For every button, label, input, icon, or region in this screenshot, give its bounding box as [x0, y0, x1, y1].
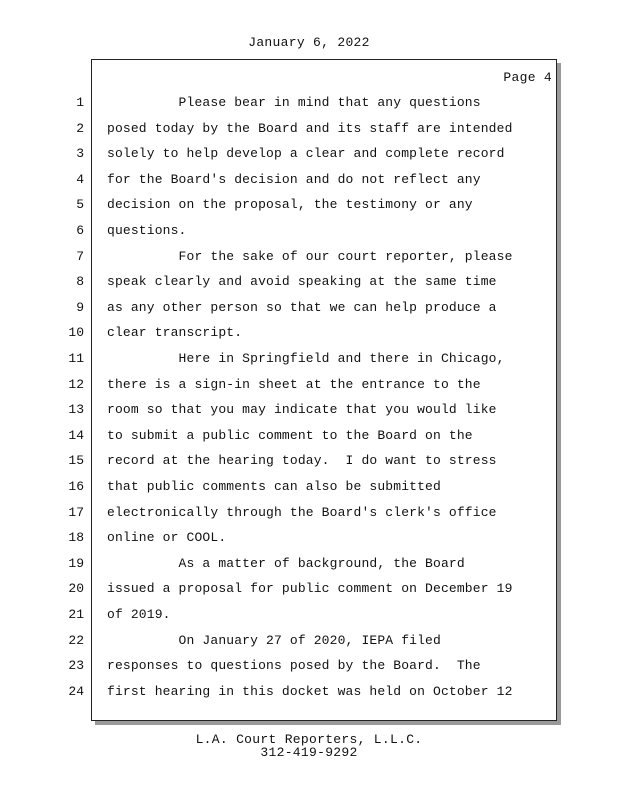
transcript-line: [0, 247, 618, 267]
line-number: 12: [68, 376, 84, 392]
line-number: 17: [68, 504, 84, 520]
line-text: decision on the proposal, the testimony or any: [107, 197, 473, 213]
line-number: 6: [76, 223, 84, 238]
line-text: issued a proposal for public comment on December 19: [107, 581, 513, 597]
line-text: record at the hearing today. I do want to stress: [107, 453, 497, 469]
line-number: 19: [68, 555, 84, 571]
line-number: 7: [76, 248, 84, 264]
transcript-line: [0, 272, 618, 292]
line-text: Please bear in mind that any questions: [107, 95, 481, 110]
line-number: 9: [76, 299, 84, 315]
footer-company: L.A. Court Reporters, L.L.C.: [195, 732, 423, 747]
line-text: As a matter of background, the Board: [107, 555, 465, 571]
transcript-line: [0, 195, 618, 215]
transcript-line: [0, 349, 618, 369]
transcript-line: [0, 528, 618, 548]
line-text: clear transcript.: [107, 325, 243, 341]
line-number: 15: [68, 453, 84, 469]
transcript-line: [0, 682, 618, 702]
footer-phone: 312-419-9292: [260, 745, 358, 760]
line-text: solely to help develop a clear and complete record: [107, 146, 505, 162]
line-number: 16: [68, 479, 84, 494]
transcript-line: [0, 426, 618, 446]
line-number: 18: [68, 530, 84, 546]
transcript-line: [0, 656, 618, 676]
line-text: there is a sign-in sheet at the entrance to the: [107, 376, 481, 392]
line-text: of 2019.: [107, 607, 171, 622]
page-number: Page 4: [503, 70, 552, 85]
transcript-line: [0, 144, 618, 164]
line-text: online or COOL.: [107, 530, 227, 546]
line-number: 8: [76, 274, 84, 290]
line-number: 22: [68, 632, 84, 648]
line-number: 4: [76, 171, 84, 187]
line-number: 10: [68, 325, 84, 341]
footer: [0, 733, 618, 759]
transcript-line: [0, 119, 618, 139]
line-text: posed today by the Board and its staff are intended: [107, 120, 513, 136]
transcript-line: [0, 323, 618, 343]
line-text: speak clearly and avoid speaking at the same time: [107, 274, 497, 290]
line-number: 20: [68, 581, 84, 597]
transcript-line: [0, 477, 618, 497]
line-number: 3: [76, 146, 84, 162]
line-text: room so that you may indicate that you would like: [107, 402, 497, 418]
line-text: For the sake of our court reporter, please: [107, 248, 513, 264]
line-number: 11: [68, 351, 84, 366]
transcript-line: [0, 579, 618, 599]
transcript-line: [0, 451, 618, 471]
transcript-line: [0, 221, 618, 241]
line-number: 24: [68, 683, 84, 699]
line-text: responses to questions posed by the Board. The: [107, 658, 481, 674]
line-number: 21: [68, 607, 84, 622]
transcript-line: [0, 554, 618, 574]
transcript-line: [0, 170, 618, 190]
transcript-line: [0, 400, 618, 420]
line-number: 5: [76, 197, 84, 213]
transcript-line: [0, 298, 618, 318]
line-number: 23: [68, 658, 84, 674]
transcript-date: January 6, 2022: [248, 35, 370, 50]
transcript-line: [0, 375, 618, 395]
line-text: Here in Springfield and there in Chicago,: [107, 351, 505, 366]
line-text: for the Board's decision and do not reflect any: [107, 171, 481, 187]
line-text: questions.: [107, 223, 187, 238]
transcript-line: [0, 631, 618, 651]
transcript-line: [0, 93, 618, 113]
line-text: electronically through the Board's clerk's office: [107, 504, 497, 520]
line-text: On January 27 of 2020, IEPA filed: [107, 632, 441, 648]
line-text: to submit a public comment to the Board on the: [107, 427, 473, 443]
line-number: 2: [76, 120, 84, 136]
line-text: that public comments can also be submitted: [107, 479, 441, 494]
line-text: first hearing in this docket was held on October 12: [107, 683, 513, 699]
line-number: 1: [76, 95, 84, 110]
line-number: 13: [68, 402, 84, 418]
line-number: 14: [68, 427, 84, 443]
transcript-line: [0, 605, 618, 625]
transcript-line: [0, 503, 618, 523]
line-text: as any other person so that we can help produce a: [107, 299, 497, 315]
